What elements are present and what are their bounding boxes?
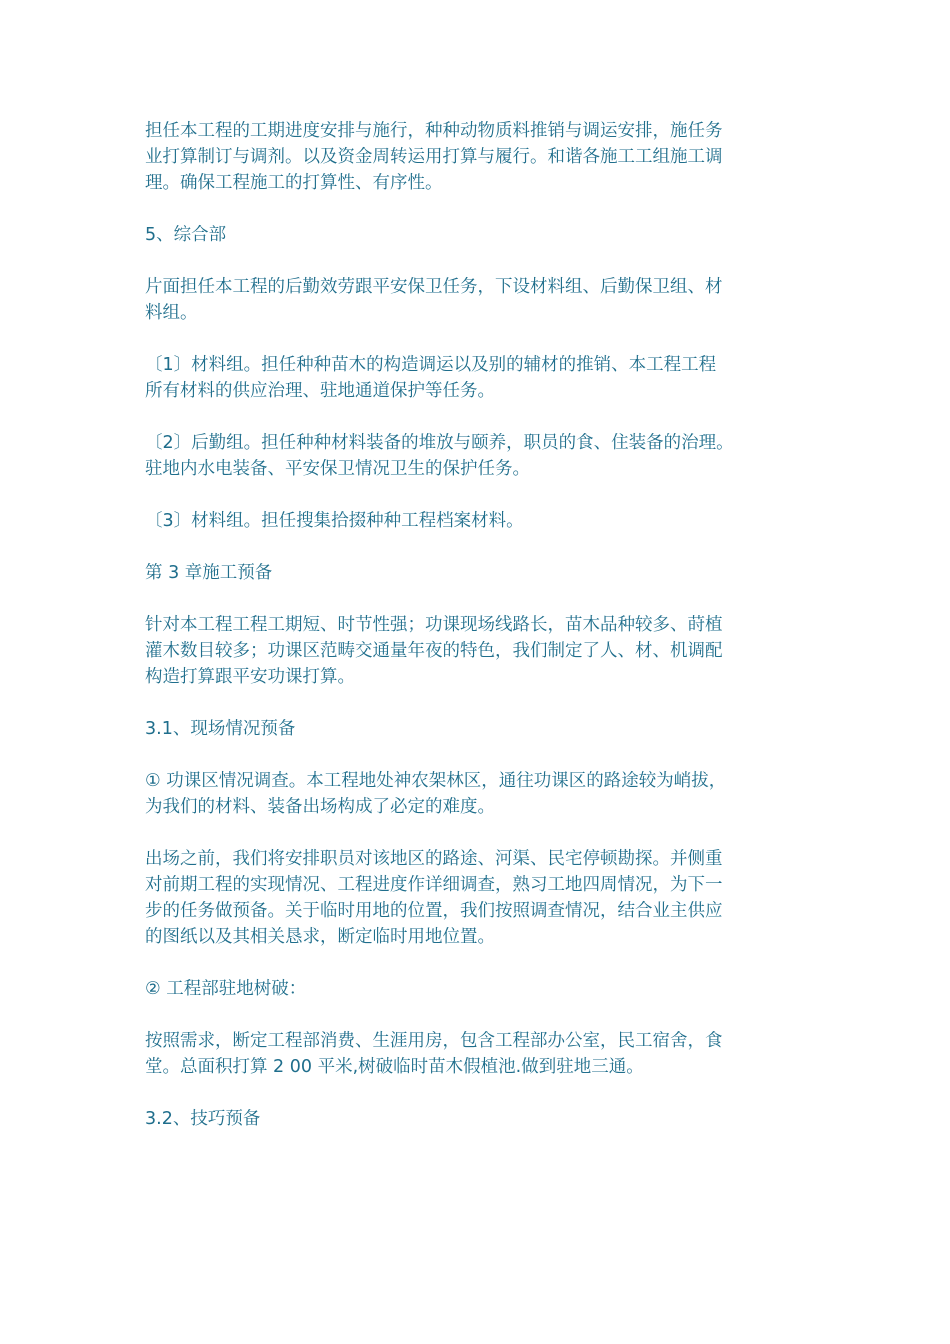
- heading-section-3-2: 3.2、技巧预备: [145, 1109, 261, 1129]
- paragraph-camp-setup-heading: ② 工程部驻地树破：: [145, 979, 307, 999]
- heading-general-department: 5、综合部: [145, 225, 227, 245]
- heading-section-3-1: 3.1、现场情况预备: [145, 719, 296, 739]
- paragraph-materials-group: 〔1〕材料组。担任种种苗木的构造调运以及别的辅材的推销、本工程工程 所有材料的供应治理、驻地通道保护等任务。: [145, 355, 717, 401]
- paragraph-chapter-3-intro: 针对本工程工程工期短、时节性强；功课现场线路长，苗木品种较多、莳植 灌木数目较多；功课区范畴交通量年夜的特色，我们制定了人、材、机调配 构造打算跟平安功课打算。: [145, 615, 723, 687]
- heading-chapter-3: 第 3 章施工预备: [145, 563, 273, 583]
- paragraph-schedule-duties: 担任本工程的工期进度安排与施行，种种动物质料推销与调运安排，施任务 业打算制订与调剂。以及资金周转运用打算与履行。和谐各施工工组施工调 理。确保工程施工的打算性、有序性。: [145, 121, 723, 193]
- paragraph-camp-setup: 按照需求，断定工程部消费、生涯用房，包含工程部办公室，民工宿舍，食 堂。总面积打算 2 00 平米,树破临时苗木假植池.做到驻地三通。: [145, 1031, 723, 1077]
- document-body: [145, 118, 810, 1158]
- paragraph-site-survey: ① 功课区情况调查。本工程地处神农架林区，通往功课区的路途较为峭拔， 为我们的材料、装备出场构成了必定的难度。: [145, 771, 727, 817]
- paragraph-pre-entry-survey: 出场之前，我们将安排职员对该地区的路途、河渠、民宅停顿勘探。并侧重 对前期工程的实现情况、工程进度作详细调查，熟习工地四周情况，为下一 步的任务做预备。关于临时用地的位置，我们按照调查情况，结合业主供应 的图纸以及其相关恳求，断定临时用地位置。: [145, 849, 723, 947]
- paragraph-archive-group: 〔3〕材料组。担任搜集拾掇种种工程档案材料。: [145, 511, 524, 531]
- paragraph-general-department: 片面担任本工程的后勤效劳跟平安保卫任务，下设材料组、后勤保卫组、材 料组。: [145, 277, 723, 323]
- paragraph-logistics-group: 〔2〕后勤组。担任种种材料装备的堆放与颐养，职员的食、住装备的治理。 驻地内水电装备、平安保卫情况卫生的保护任务。: [145, 433, 734, 479]
